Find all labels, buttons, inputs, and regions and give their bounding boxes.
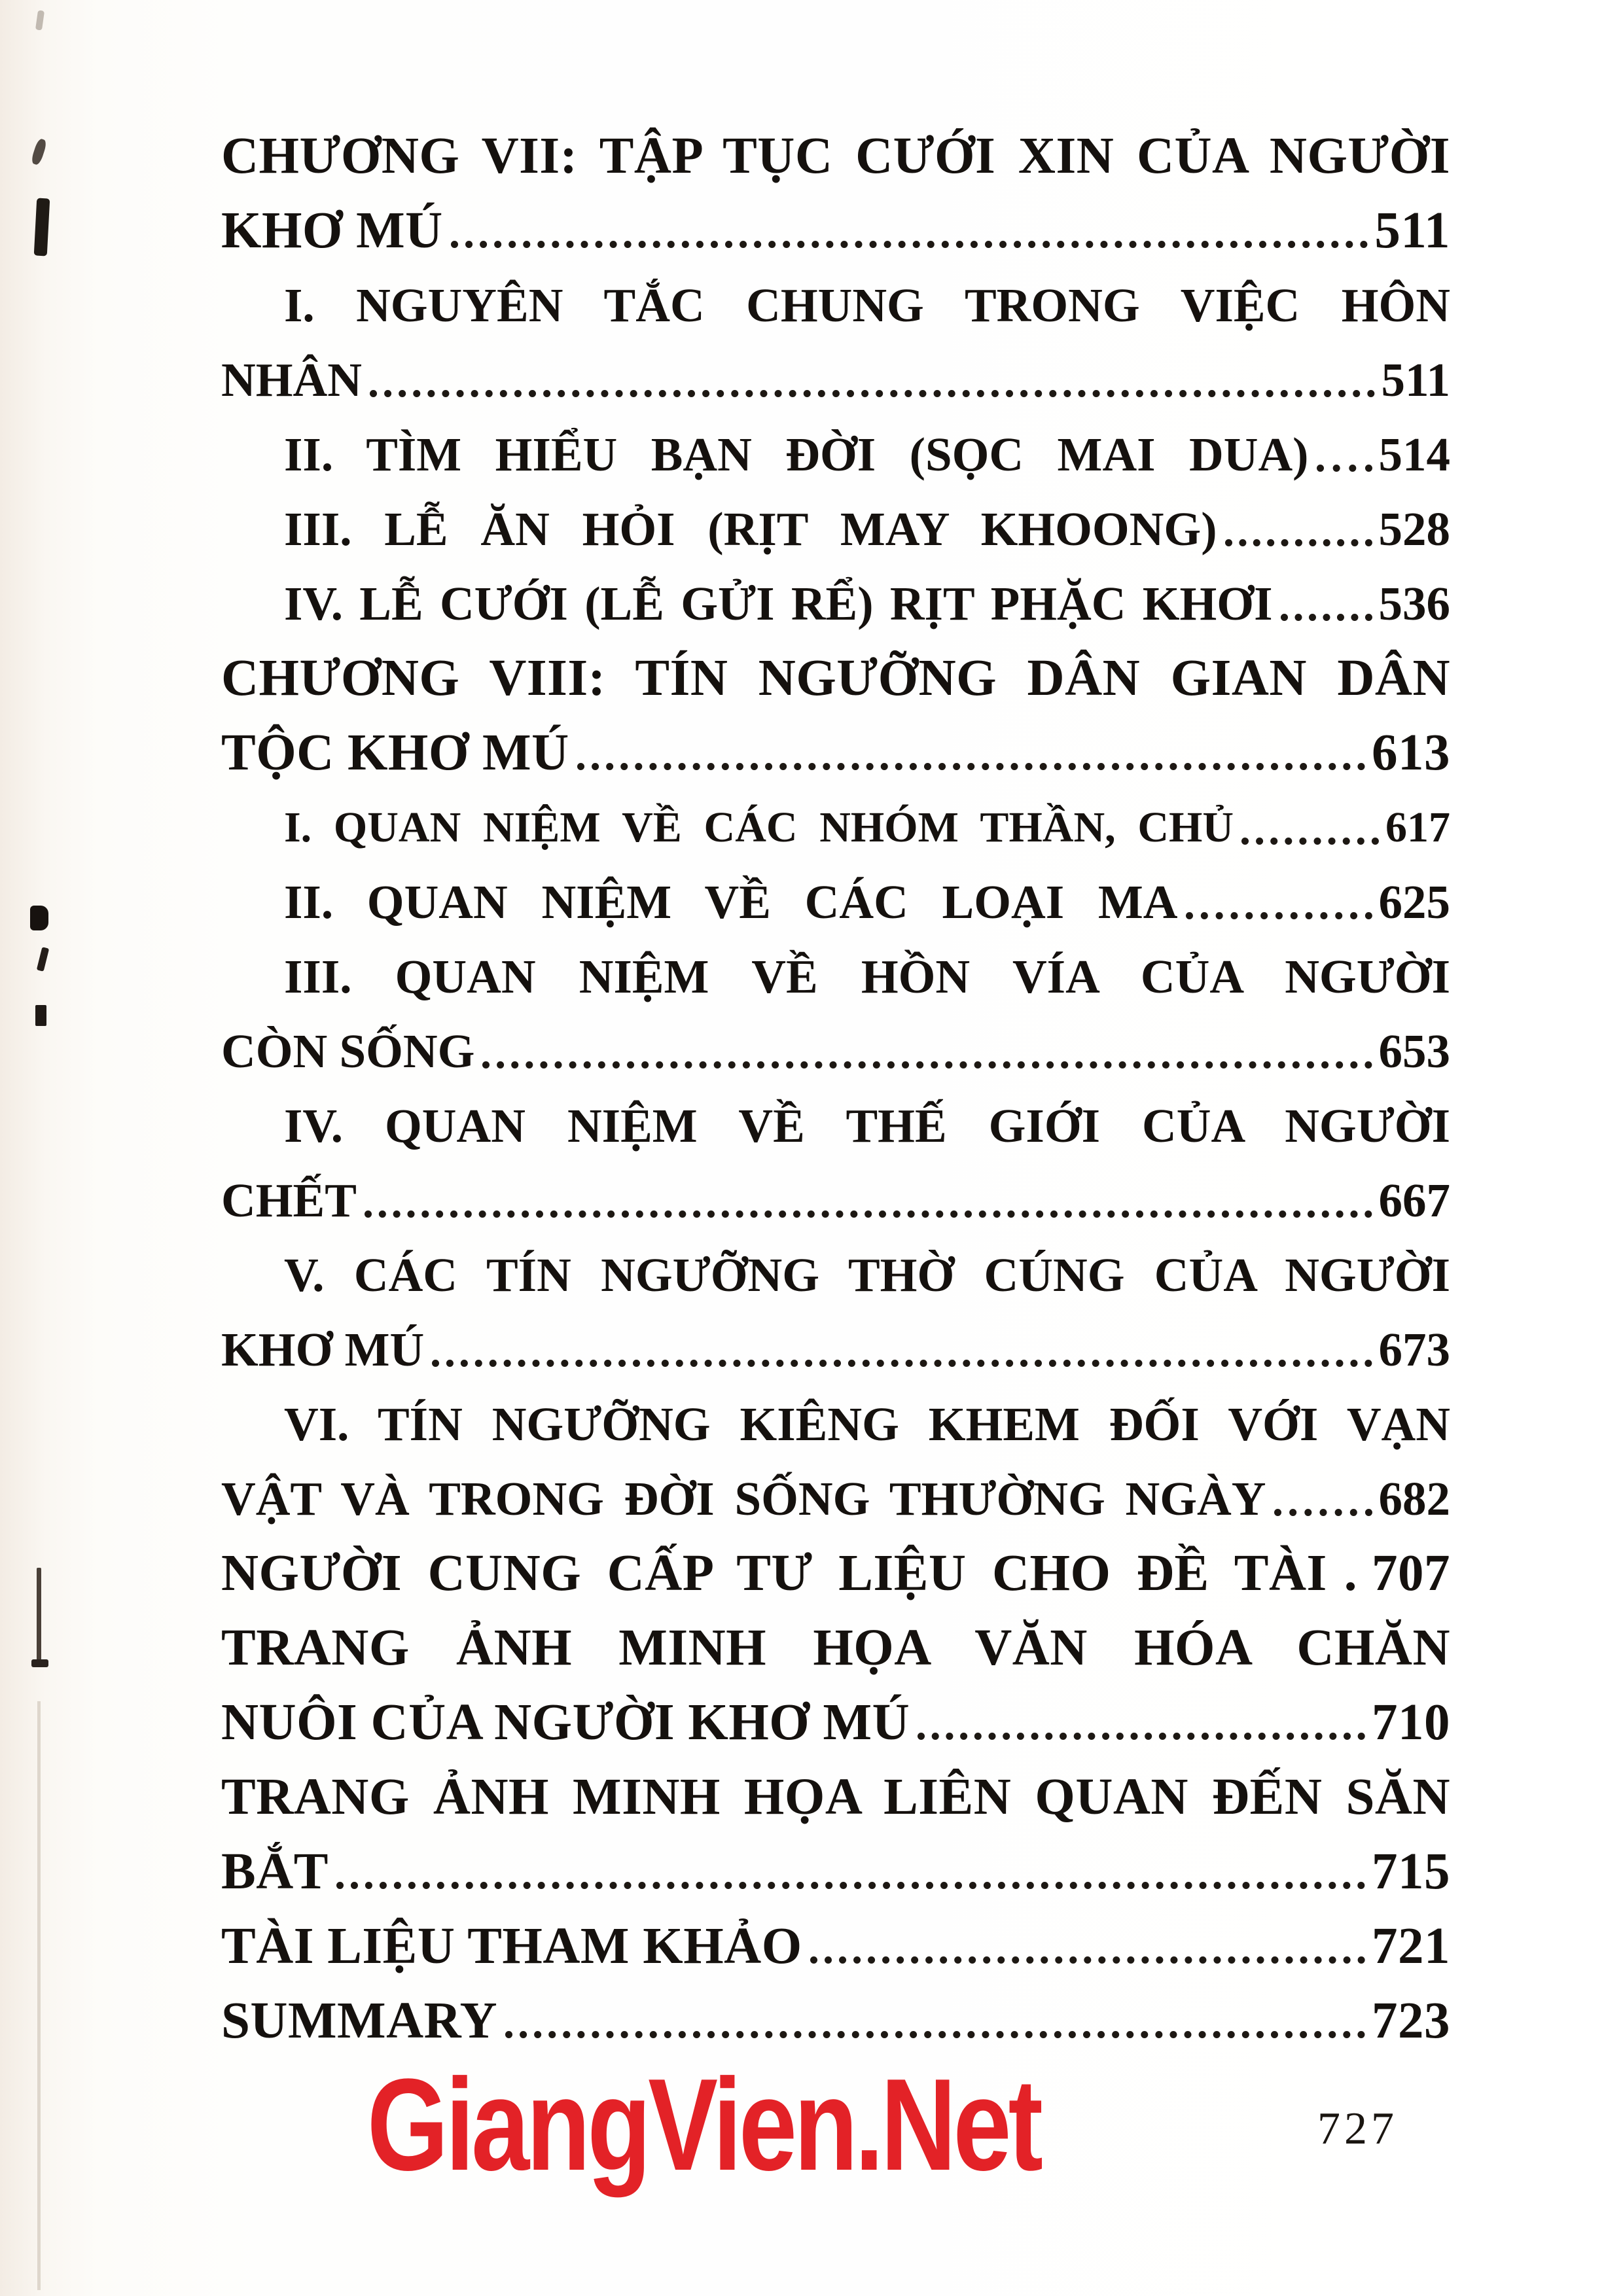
toc-entry-page: 536 — [1378, 577, 1450, 630]
dot-leader — [577, 763, 1365, 770]
toc-entry-label: II. TÌM HIỂU BẠN ĐỜI (SỌC MAI DUA) — [284, 428, 1309, 481]
toc-entry-page: 514 — [1378, 428, 1450, 481]
toc-entry-label: I. QUAN NIỆM VỀ CÁC NHÓM THẦN, CHỦ — [284, 804, 1234, 851]
dot-leader — [1186, 912, 1372, 919]
scan-artifact — [34, 198, 50, 256]
toc-entry — [221, 1920, 1450, 1973]
dot-leader — [1281, 614, 1372, 621]
toc-entry-label: KHƠ MÚ — [221, 202, 443, 259]
toc-entry — [221, 875, 1450, 929]
toc-entry — [221, 726, 1450, 780]
dot-leader — [810, 1956, 1365, 1964]
toc-entry-label: VI. TÍN NGƯỠNG KIÊNG KHEM ĐỐI VỚI VẠN — [284, 1398, 1450, 1451]
toc-entry-page: 511 — [1374, 202, 1450, 259]
toc-entry-page: 617 — [1385, 804, 1450, 851]
dot-leader — [365, 1210, 1372, 1218]
toc-entry-label: KHƠ MÚ — [221, 1323, 425, 1376]
toc-entry-page: 710 — [1372, 1694, 1450, 1751]
toc-entry-label: BẮT — [221, 1843, 329, 1900]
toc-entry-page: 625 — [1378, 875, 1450, 928]
toc-entry-page: 723 — [1372, 1992, 1450, 2049]
toc-entry-label: I. NGUYÊN TẮC CHUNG TRONG VIỆC HÔN — [284, 279, 1450, 332]
toc-entry — [221, 577, 1450, 631]
scan-artifact — [35, 10, 45, 30]
scan-artifact — [35, 1005, 46, 1026]
toc-entry-page: 707 — [1372, 1545, 1450, 1602]
toc-entry — [221, 130, 1450, 183]
toc-entry — [221, 428, 1450, 482]
toc-entry-page: 682 — [1378, 1472, 1450, 1525]
dot-leader — [1241, 838, 1379, 845]
toc-entry-label: TỘC KHƠ MÚ — [221, 724, 569, 781]
toc-entry-page: 528 — [1378, 503, 1450, 556]
toc-entry-label: III. LỄ ĂN HỎI (RỊT MAY KHOONG) — [284, 503, 1217, 556]
toc-entry — [221, 1472, 1450, 1526]
toc-entry — [221, 1696, 1450, 1750]
dot-leader — [432, 1360, 1372, 1367]
toc-entry — [221, 1099, 1450, 1153]
dot-leader — [505, 2031, 1365, 2038]
toc-entry-label: CHƯƠNG VIII: TÍN NGƯỠNG DÂN GIAN DÂN — [221, 650, 1450, 707]
toc-entry-label: IV. LỄ CƯỚI (LỄ GỬI RỂ) RỊT PHẶC KHƠI — [284, 577, 1273, 630]
toc-entry-label: II. QUAN NIỆM VỀ CÁC LOẠI MA — [284, 875, 1178, 928]
dot-leader — [1317, 465, 1372, 472]
toc-entry — [221, 1621, 1450, 1675]
toc-entry-label: IV. QUAN NIỆM VỀ THẾ GIỚI CỦA NGƯỜI — [284, 1099, 1450, 1152]
toc-entry-separator: . — [1344, 1545, 1357, 1602]
toc-entry — [221, 1323, 1450, 1377]
dot-leader — [336, 1882, 1365, 1889]
toc-entry-label: TRANG ẢNH MINH HỌA VĂN HÓA CHĂN — [221, 1619, 1450, 1676]
toc-entry-label: CHẾT — [221, 1174, 357, 1227]
toc-entry-page: 511 — [1381, 353, 1450, 406]
toc-entry-label: TÀI LIỆU THAM KHẢO — [221, 1918, 802, 1975]
toc-entry-label: III. QUAN NIỆM VỀ HỒN VÍA CỦA NGƯỜI — [284, 950, 1450, 1003]
toc-entry-label: NUÔI CỦA NGƯỜI KHƠ MÚ — [221, 1694, 910, 1751]
toc-entry — [221, 1845, 1450, 1899]
dot-leader — [1225, 539, 1372, 546]
scan-artifact — [30, 906, 48, 930]
toc-entry-label: VẬT VÀ TRONG ĐỜI SỐNG THƯỜNG NGÀY — [221, 1472, 1266, 1525]
toc-entry-page: 721 — [1372, 1918, 1450, 1975]
watermark-giangvien: GiangVien.Net — [366, 2052, 1041, 2198]
toc-entry-page: 715 — [1372, 1843, 1450, 1900]
toc-entry — [221, 1994, 1450, 2048]
toc-entry — [221, 353, 1450, 407]
toc-entry-page: 613 — [1372, 724, 1450, 781]
toc-entry-page: 667 — [1378, 1174, 1450, 1227]
scan-artifact — [31, 1659, 48, 1667]
table-of-contents — [221, 130, 1450, 2069]
dot-leader — [918, 1733, 1365, 1740]
toc-entry-label: V. CÁC TÍN NGƯỠNG THỜ CÚNG CỦA NGƯỜI — [284, 1248, 1450, 1301]
toc-entry — [221, 1398, 1450, 1451]
toc-entry-label: SUMMARY — [221, 1992, 497, 2049]
toc-entry — [221, 801, 1450, 855]
dot-leader — [451, 241, 1368, 248]
toc-entry — [221, 1547, 1450, 1600]
page-number: 727 — [1317, 2104, 1398, 2154]
toc-entry — [221, 1174, 1450, 1227]
toc-entry-label: NHÂN — [221, 353, 362, 406]
toc-entry — [221, 652, 1450, 705]
toc-entry — [221, 1771, 1450, 1824]
toc-entry-label: TRANG ẢNH MINH HỌA LIÊN QUAN ĐẾN SĂN — [221, 1769, 1450, 1826]
scan-artifact — [37, 947, 49, 972]
toc-entry — [221, 204, 1450, 258]
toc-entry — [221, 279, 1450, 332]
toc-entry-page: 673 — [1378, 1323, 1450, 1376]
toc-entry-label: CÒN SỐNG — [221, 1025, 475, 1078]
toc-entry — [221, 503, 1450, 556]
scan-artifact — [30, 138, 48, 166]
toc-entry — [221, 1248, 1450, 1302]
toc-entry — [221, 950, 1450, 1004]
toc-entry-page: 653 — [1378, 1025, 1450, 1078]
scan-artifact — [37, 1568, 41, 1665]
toc-entry-label: CHƯƠNG VII: TẬP TỤC CƯỚI XIN CỦA NGƯỜI — [221, 128, 1450, 185]
toc-entry-label: NGƯỜI CUNG CẤP TƯ LIỆU CHO ĐỀ TÀI — [221, 1545, 1327, 1602]
dot-leader — [370, 390, 1375, 397]
toc-entry — [221, 1025, 1450, 1078]
scan-artifact — [37, 1701, 41, 2290]
dot-leader — [1274, 1509, 1372, 1516]
dot-leader — [482, 1061, 1372, 1069]
